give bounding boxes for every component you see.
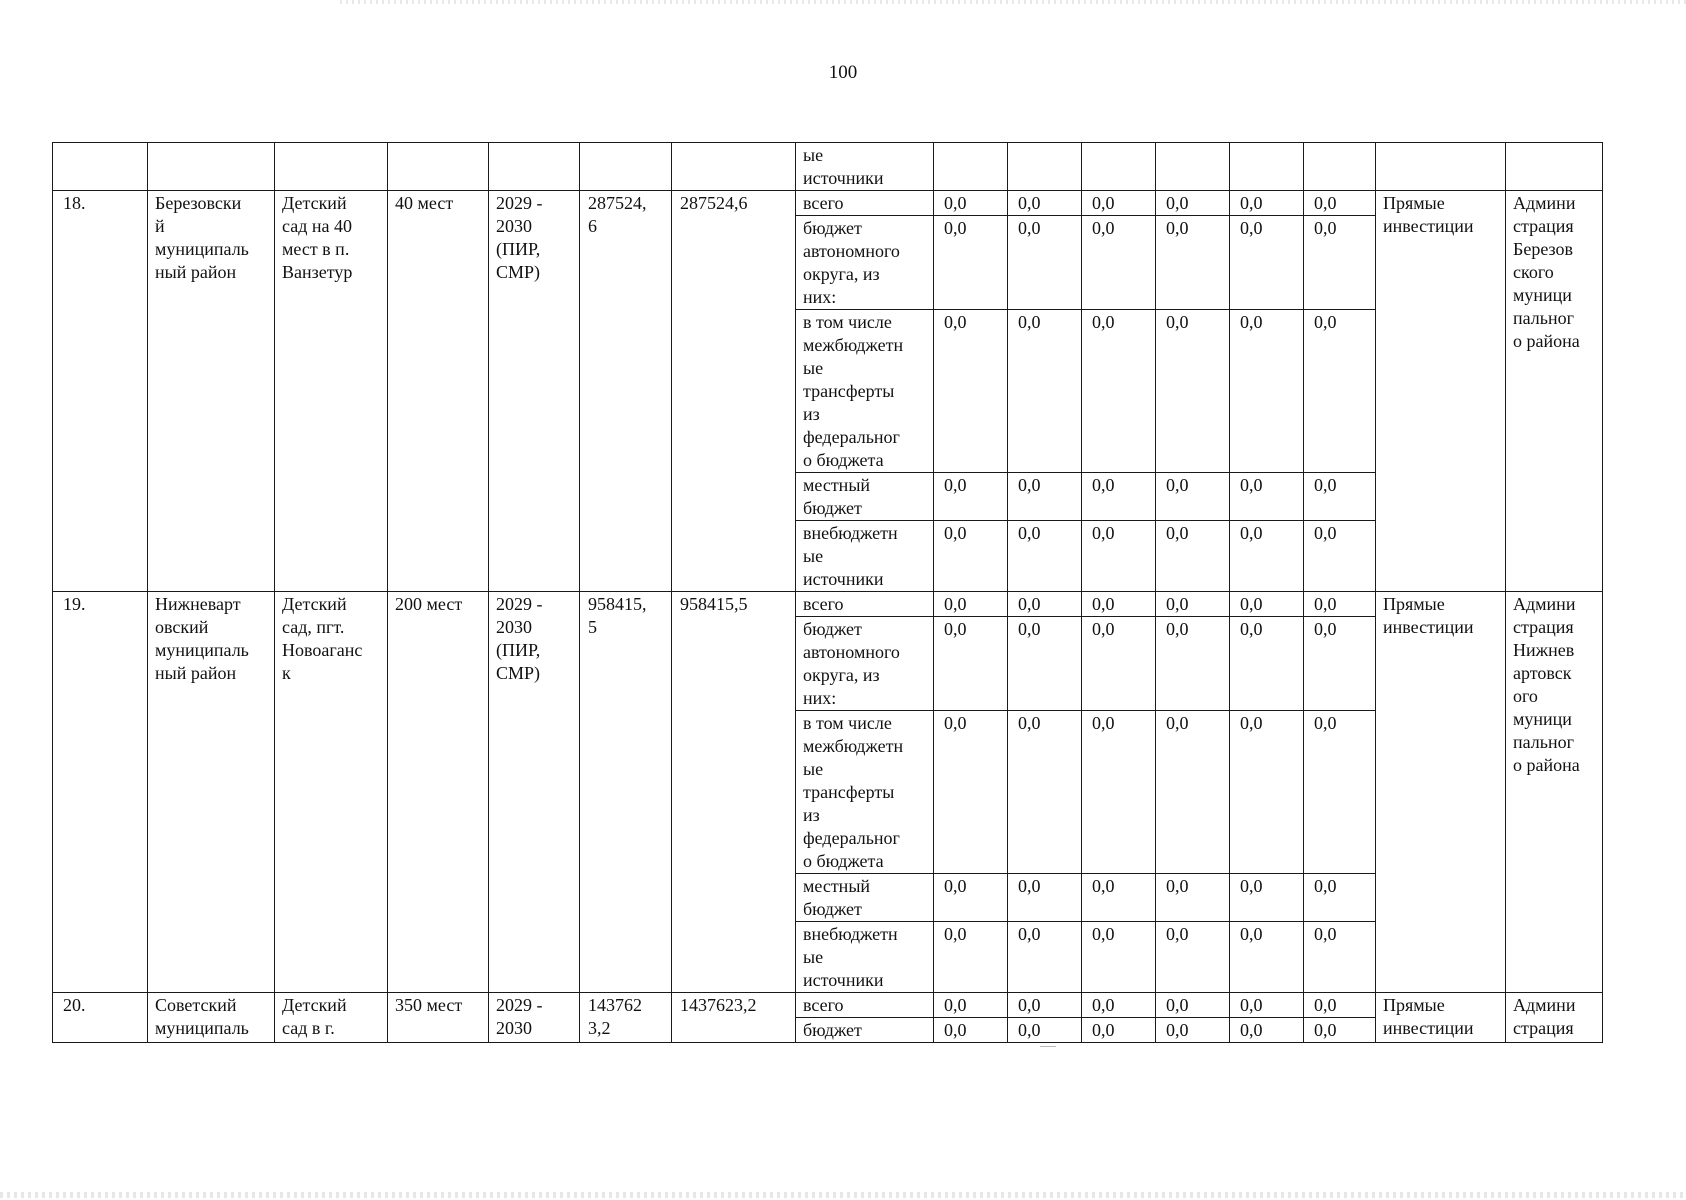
amount-cell: 0,0: [1008, 592, 1082, 617]
remaining-cost: 1437623,2: [672, 993, 796, 1043]
empty-cell: [489, 143, 580, 191]
executor-name: Админи страция Березов ского муници пальног о района: [1506, 191, 1603, 592]
amount-cell: 0,0: [1008, 310, 1082, 473]
district-name: Нижневарт овский муниципаль ный район: [148, 592, 275, 993]
empty-cell: [148, 143, 275, 191]
amount-cell: 0,0: [934, 922, 1008, 993]
amount-cell: 0,0: [1230, 711, 1304, 874]
funding-source-label: бюджет автономного округа, из них:: [796, 617, 934, 711]
amount-cell: 0,0: [1156, 191, 1230, 216]
amount-cell: 0,0: [1230, 922, 1304, 993]
scan-artifact-mark: [1040, 1046, 1056, 1047]
funding-source-label: всего: [796, 191, 934, 216]
investment-table: [52, 142, 1603, 1043]
empty-cell: [1082, 143, 1156, 191]
amount-cell: 0,0: [1082, 617, 1156, 711]
scan-artifact-bottom: [0, 1192, 1686, 1198]
amount-cell: 0,0: [934, 993, 1008, 1018]
amount-cell: 0,0: [934, 592, 1008, 617]
amount-cell: 0,0: [1156, 310, 1230, 473]
empty-cell: [1376, 143, 1506, 191]
amount-cell: 0,0: [934, 1018, 1008, 1043]
amount-cell: 0,0: [1304, 592, 1376, 617]
amount-cell: 0,0: [1008, 191, 1082, 216]
amount-cell: 0,0: [1008, 993, 1082, 1018]
empty-cell: [1230, 143, 1304, 191]
funding-source-label: всего: [796, 993, 934, 1018]
amount-cell: 0,0: [1230, 1018, 1304, 1043]
empty-cell: [388, 143, 489, 191]
estimated-cost: 287524, 6: [580, 191, 672, 592]
object-name: Детский сад на 40 мест в п. Ванзетур: [275, 191, 388, 592]
amount-cell: 0,0: [1230, 592, 1304, 617]
amount-cell: 0,0: [1082, 874, 1156, 922]
funding-source-label: бюджет автономного округа, из них:: [796, 216, 934, 310]
amount-cell: 0,0: [1230, 521, 1304, 592]
remaining-cost: 287524,6: [672, 191, 796, 592]
amount-cell: 0,0: [934, 521, 1008, 592]
amount-cell: 0,0: [1230, 191, 1304, 216]
amount-cell: 0,0: [1156, 1018, 1230, 1043]
amount-cell: 0,0: [1156, 473, 1230, 521]
amount-cell: 0,0: [1082, 993, 1156, 1018]
amount-cell: 0,0: [1304, 191, 1376, 216]
amount-cell: 0,0: [1008, 216, 1082, 310]
funding-source-label: внебюджетн ые источники: [796, 521, 934, 592]
funding-source-label: всего: [796, 592, 934, 617]
investment-mechanism: Прямые инвестиции: [1376, 993, 1506, 1043]
amount-cell: 0,0: [1082, 521, 1156, 592]
amount-cell: 0,0: [1008, 617, 1082, 711]
amount-cell: 0,0: [1156, 592, 1230, 617]
amount-cell: 0,0: [1304, 874, 1376, 922]
amount-cell: 0,0: [1304, 711, 1376, 874]
amount-cell: 0,0: [934, 310, 1008, 473]
row-number: 20.: [53, 993, 148, 1043]
table-row: [53, 191, 1603, 216]
estimated-cost: 958415, 5: [580, 592, 672, 993]
amount-cell: 0,0: [1156, 617, 1230, 711]
amount-cell: 0,0: [1304, 521, 1376, 592]
amount-cell: 0,0: [1082, 310, 1156, 473]
capacity: 350 мест: [388, 993, 489, 1043]
investment-mechanism: Прямые инвестиции: [1376, 191, 1506, 592]
amount-cell: 0,0: [1304, 993, 1376, 1018]
row-number: 19.: [53, 592, 148, 993]
amount-cell: 0,0: [1230, 874, 1304, 922]
remaining-cost: 958415,5: [672, 592, 796, 993]
capacity: 40 мест: [388, 191, 489, 592]
amount-cell: 0,0: [1008, 1018, 1082, 1043]
amount-cell: 0,0: [934, 191, 1008, 216]
executor-name: Админи страция Нижнев артовск ого муници пальног о района: [1506, 592, 1603, 993]
empty-cell: [934, 143, 1008, 191]
empty-cell: [1156, 143, 1230, 191]
empty-cell: [580, 143, 672, 191]
amount-cell: 0,0: [1082, 216, 1156, 310]
amount-cell: 0,0: [1230, 216, 1304, 310]
empty-cell: [1506, 143, 1603, 191]
table-row: [53, 592, 1603, 617]
amount-cell: 0,0: [1156, 874, 1230, 922]
amount-cell: 0,0: [1082, 1018, 1156, 1043]
amount-cell: 0,0: [1156, 993, 1230, 1018]
amount-cell: 0,0: [1008, 521, 1082, 592]
funding-source-label: в том числе межбюджетн ые трансферты из федеральног о бюджета: [796, 310, 934, 473]
period: 2029 - 2030 (ПИР, СМР): [489, 592, 580, 993]
object-name: Детский сад, пгт. Новоаганс к: [275, 592, 388, 993]
scan-artifact-top: [340, 0, 1686, 4]
period: 2029 - 2030 (ПИР, СМР): [489, 191, 580, 592]
estimated-cost: 143762 3,2: [580, 993, 672, 1043]
amount-cell: 0,0: [1156, 521, 1230, 592]
amount-cell: 0,0: [1082, 711, 1156, 874]
amount-cell: 0,0: [1082, 922, 1156, 993]
amount-cell: 0,0: [1304, 617, 1376, 711]
amount-cell: 0,0: [1304, 473, 1376, 521]
amount-cell: 0,0: [1156, 711, 1230, 874]
district-name: Советский муниципаль: [148, 993, 275, 1043]
amount-cell: 0,0: [1230, 310, 1304, 473]
district-name: Березовски й муниципаль ный район: [148, 191, 275, 592]
funding-source-label: бюджет: [796, 1018, 934, 1043]
executor-name: Админи страция: [1506, 993, 1603, 1043]
empty-cell: [1304, 143, 1376, 191]
amount-cell: 0,0: [1230, 617, 1304, 711]
amount-cell: 0,0: [934, 216, 1008, 310]
amount-cell: 0,0: [1082, 473, 1156, 521]
amount-cell: 0,0: [934, 617, 1008, 711]
amount-cell: 0,0: [1008, 473, 1082, 521]
amount-cell: 0,0: [934, 711, 1008, 874]
amount-cell: 0,0: [1304, 1018, 1376, 1043]
table-row: [53, 143, 1603, 191]
amount-cell: 0,0: [1304, 922, 1376, 993]
amount-cell: 0,0: [934, 473, 1008, 521]
empty-cell: [275, 143, 388, 191]
investment-mechanism: Прямые инвестиции: [1376, 592, 1506, 993]
funding-source-label: внебюджетн ые источники: [796, 922, 934, 993]
funding-source-label: в том числе межбюджетн ые трансферты из федеральног о бюджета: [796, 711, 934, 874]
amount-cell: 0,0: [1230, 993, 1304, 1018]
funding-source-label: ые источники: [796, 143, 934, 191]
object-name: Детский сад в г.: [275, 993, 388, 1043]
funding-source-label: местный бюджет: [796, 473, 934, 521]
period: 2029 - 2030: [489, 993, 580, 1043]
amount-cell: 0,0: [1156, 922, 1230, 993]
amount-cell: 0,0: [1304, 216, 1376, 310]
amount-cell: 0,0: [1008, 711, 1082, 874]
funding-source-label: местный бюджет: [796, 874, 934, 922]
amount-cell: 0,0: [1082, 191, 1156, 216]
amount-cell: 0,0: [1304, 310, 1376, 473]
amount-cell: 0,0: [934, 874, 1008, 922]
empty-cell: [53, 143, 148, 191]
page-number: 100: [828, 62, 858, 83]
amount-cell: 0,0: [1156, 216, 1230, 310]
amount-cell: 0,0: [1230, 473, 1304, 521]
table-row: [53, 993, 1603, 1018]
amount-cell: 0,0: [1008, 874, 1082, 922]
row-number: 18.: [53, 191, 148, 592]
amount-cell: 0,0: [1008, 922, 1082, 993]
amount-cell: 0,0: [1082, 592, 1156, 617]
empty-cell: [1008, 143, 1082, 191]
capacity: 200 мест: [388, 592, 489, 993]
empty-cell: [672, 143, 796, 191]
